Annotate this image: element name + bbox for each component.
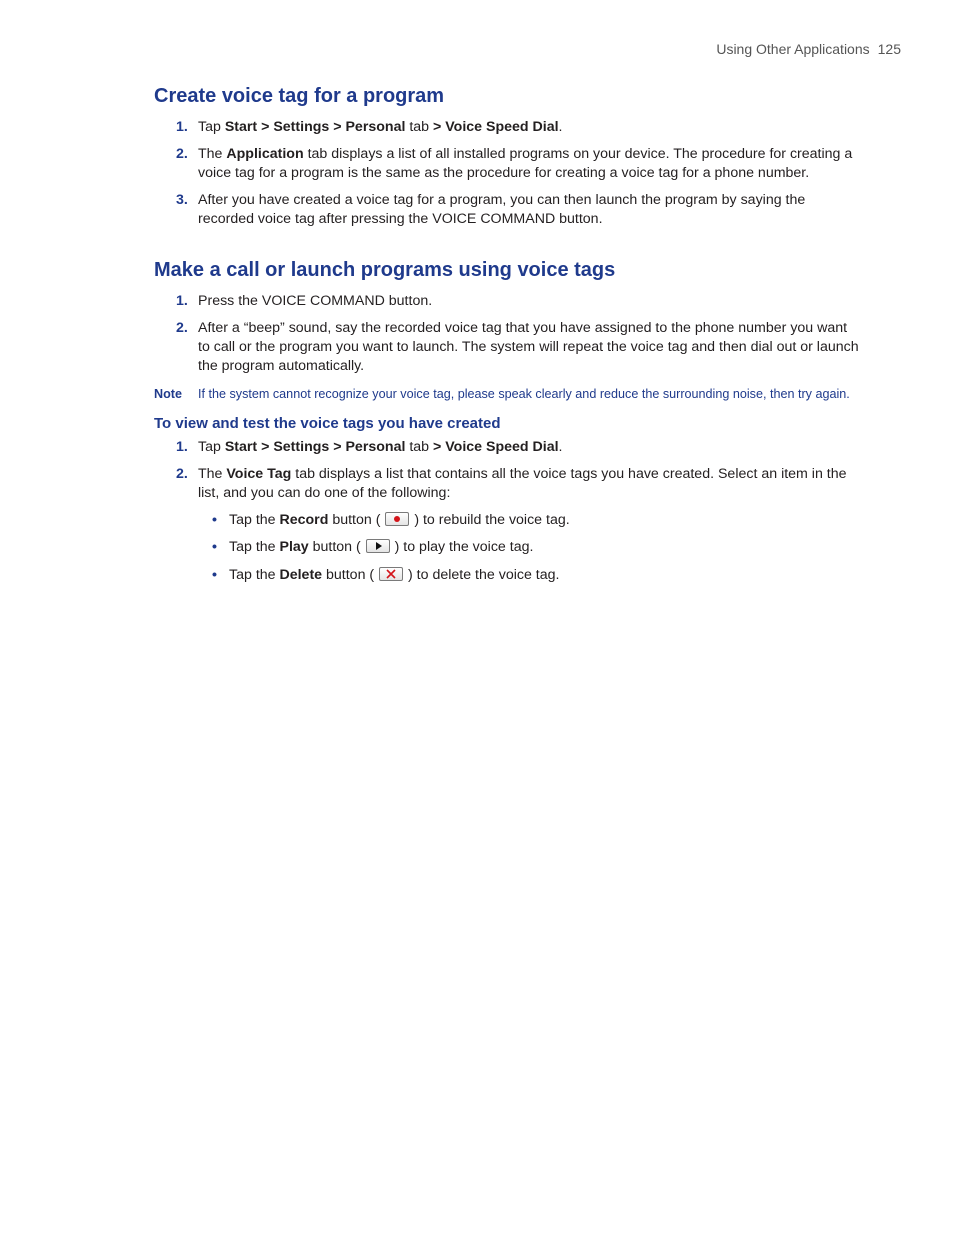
launch-step-1 bbox=[154, 292, 860, 311]
bullet-dot: • bbox=[212, 566, 217, 583]
step-bold: > bbox=[329, 119, 346, 135]
step-number: 3. bbox=[176, 192, 188, 209]
page-number: 125 bbox=[877, 41, 901, 57]
create-step-1 bbox=[154, 118, 860, 137]
note bbox=[154, 386, 860, 403]
step-text: The bbox=[198, 146, 227, 163]
step-text: Tap bbox=[198, 119, 225, 135]
bullet-play bbox=[198, 538, 860, 557]
bullet-text: button ( bbox=[322, 566, 379, 583]
step-text: . bbox=[558, 439, 563, 456]
step-bold: > bbox=[329, 439, 346, 456]
step-text: Tap bbox=[198, 439, 225, 456]
bullet-text: ) to play the voice tag. bbox=[390, 539, 534, 556]
view-step-1 bbox=[154, 438, 860, 457]
bullet-text: Tap the bbox=[229, 566, 280, 583]
bullet-text: button ( bbox=[308, 539, 365, 556]
step-text: . bbox=[558, 119, 563, 135]
running-head bbox=[716, 41, 901, 57]
heading-create-voice-tag: Create voice tag for a program bbox=[154, 85, 445, 107]
page-content bbox=[154, 82, 860, 593]
record-button-icon bbox=[385, 512, 409, 526]
step-text: tab bbox=[405, 119, 434, 135]
step-bold: Personal bbox=[345, 439, 406, 456]
bullet-text: button ( bbox=[328, 512, 385, 529]
view-step-2 bbox=[154, 465, 860, 584]
bullet-text: Tap the bbox=[229, 539, 280, 556]
bullet-dot: • bbox=[212, 512, 217, 529]
view-steps-list bbox=[154, 438, 860, 584]
step-bold: > Voice Speed Dial bbox=[433, 119, 559, 135]
note-label: Note bbox=[154, 386, 182, 401]
create-steps-list bbox=[154, 118, 860, 229]
section-title: Using Other Applications bbox=[716, 41, 870, 57]
step-number: 2. bbox=[176, 466, 188, 483]
bullet-delete bbox=[198, 566, 860, 585]
launch-step-2 bbox=[154, 319, 860, 375]
step-bold: Application bbox=[226, 146, 304, 163]
create-step-2 bbox=[154, 145, 860, 183]
bullet-text: Tap the bbox=[229, 512, 280, 529]
launch-steps-list bbox=[154, 292, 860, 376]
bullet-bold: Delete bbox=[279, 566, 323, 583]
step-text: Press the VOICE COMMAND button. bbox=[198, 292, 433, 309]
voice-tag-actions-list bbox=[198, 511, 860, 584]
step-text: After a “beep” sound, say the recorded voice tag that you have assigned to the phone number you want to call or the program you want to launch. The system will repeat the voice tag and then dial out or launch the program automatically. bbox=[198, 320, 859, 374]
delete-button-icon bbox=[379, 567, 403, 581]
step-bold: > bbox=[257, 119, 274, 135]
step-bold: Personal bbox=[345, 119, 406, 135]
bullet-dot: • bbox=[212, 539, 217, 556]
step-bold: Settings bbox=[273, 119, 330, 135]
bullet-record bbox=[198, 511, 860, 530]
step-text: After you have created a voice tag for a program, you can then launch the program by saying the recorded voice tag after pressing the VOICE COMMAND button. bbox=[198, 192, 806, 228]
step-text: tab displays a list of all installed programs on your device. The procedure for creating a voice tag for a program is the same as the procedure for creating a voice tag for a phone number. bbox=[198, 146, 853, 182]
step-number: 2. bbox=[176, 146, 188, 163]
step-number: 2. bbox=[176, 320, 188, 337]
bullet-bold: Play bbox=[279, 539, 309, 556]
step-bold: Start bbox=[224, 119, 258, 135]
subheading-view-test-voice-tags: To view and test the voice tags you have created bbox=[154, 415, 501, 433]
step-text: tab bbox=[405, 439, 434, 456]
heading-launch-voice-tags: Make a call or launch programs using voice tags bbox=[154, 258, 616, 281]
step-text: tab displays a list that contains all the voice tags you have created. Select an item in the list, and you can do one of the following: bbox=[198, 466, 847, 502]
step-bold: Settings bbox=[273, 439, 330, 456]
step-bold: > Voice Speed Dial bbox=[433, 439, 559, 456]
play-button-icon bbox=[366, 539, 390, 553]
step-bold: > bbox=[257, 439, 274, 456]
step-text: The bbox=[198, 466, 227, 483]
bullet-bold: Record bbox=[279, 512, 329, 529]
note-text: If the system cannot recognize your voice tag, please speak clearly and reduce the surrounding noise, then try again. bbox=[198, 386, 850, 401]
bullet-text: ) to rebuild the voice tag. bbox=[410, 512, 570, 529]
step-number: 1. bbox=[176, 292, 188, 309]
step-number: 1. bbox=[176, 439, 188, 456]
step-bold: Start bbox=[224, 439, 258, 456]
step-number: 1. bbox=[176, 119, 188, 135]
bullet-text: ) to delete the voice tag. bbox=[404, 566, 560, 583]
step-bold: Voice Tag bbox=[226, 466, 292, 483]
create-step-3 bbox=[154, 191, 860, 229]
